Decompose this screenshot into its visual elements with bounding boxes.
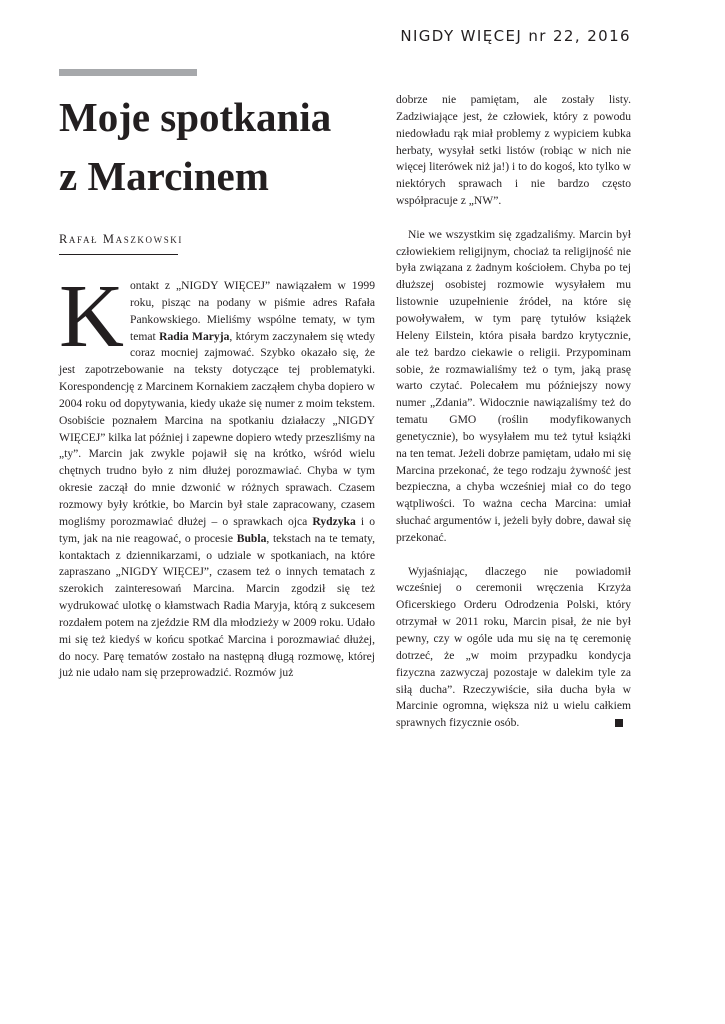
- article-title: [59, 88, 379, 206]
- left-column: [59, 267, 376, 682]
- decorative-bar: [59, 69, 197, 76]
- bold-radia-maryja: Radia Maryja: [159, 329, 230, 343]
- paragraph-1-text-e: , tekstach na te tematy, kontaktach z dziennikarzami, o udziale w spotkaniach, na które zapraszano „NIGDY WIĘCEJ”, czasem też o innych tematach z szerokich zainteresowań Marcina. Marcin zgodził się też wydrukować ulotkę o kłamstwach Radia Maryja, którą z sukcesem rozdałem potem na zjeździe RM dla młodzieży w 2009 roku. Udało mi się też kiedyś w końcu spotkać Marcina i porozmawiać dłużej, do nocy. Parę tematów zostało na następną długą rozmowę, której już nie udało nam się przeprowadzić. Rozmów już: [59, 531, 375, 680]
- end-mark-icon: [615, 719, 623, 727]
- paragraph-1-text-d: i o tym, jak na nie reagować, o procesie: [59, 514, 375, 545]
- bold-rydzyka: Rydzyka: [312, 514, 356, 528]
- paragraph-3-text: Wyjaśniając, dlaczego nie powiadomił wcześniej o ceremonii wręczenia Krzyża Oficerskiego Orderu Odrodzenia Polski, który otrzymał w 2011 roku, Marcin pisał, że nie był pewny, czy w ogóle uda mu się na tę ceremonię dotrzeć, że „w moim przypadku kondycja fizyczna zazwyczaj pozostaje w dalekim tyle za siłą ducha”. Rzeczywiście, siła ducha była w Marcinie ogromna, większa niż u wielu całkiem sprawnych fizycznie osób.: [396, 564, 631, 730]
- drop-cap: K: [59, 267, 124, 366]
- author-rule: [59, 254, 178, 255]
- paragraph-2: Nie we wszystkim się zgadzaliśmy. Marcin był człowiekiem religijnym, chociaż ta religijność nie była związana z żadnym kościołem. Chyba po tej dłuższej osobistej rozmowie wysyłałem mu listownie uzupełnienie źródeł, na które się powoływałem, w tym parę tytułów książek Heleny Eilstein, która pisała bardzo krytycznie, ale też bardzo ciekawie o religii. Przypominam sobie, że rozmawialiśmy też o tym, jaką prasę warto czytać. Polecałem mu późniejszy nowy numer „Zdania”. Widocznie nawiązaliśmy też do tematu GMO (roślin modyfikowanych genetycznie), bo wysyłałem mu też tytuł książki na ten temat. Jeżeli dobrze pamiętam, udało mi się Marcina przekonać, że tego rodzaju żywność jest bezpieczna, a chyba wcześniej miał co do tego wątpliwości. To ważna cecha Marcina: umiał słuchać argumentów i, jeżeli były dobre, dawał się przekonać.: [396, 227, 631, 544]
- paragraph-continued: dobrze nie pamiętam, ale zostały listy. Zadziwiające jest, że człowiek, który z powodu niedowładu rąk miał problemy z wypiciem kubka herbaty, wysyłał setki listów (robiąc w nich nie więcej literówek niż ja!) i to do kogoś, kto tylko w niektórych sprawach i nie bardzo często współpracuje z „NW”.: [396, 93, 631, 208]
- title-line-2: z Marcinem: [59, 153, 269, 199]
- paragraph-1-text-a: ontakt z „NIGDY WIĘCEJ” nawiązałem w 1999 roku, pisząc na podany w piśmie adres Rafała Pankowskiego. Mieliśmy wspólne tematy, w tym temat: [130, 279, 375, 343]
- paragraph-3: [396, 564, 631, 732]
- paragraph-1: [59, 267, 376, 682]
- right-column: [396, 92, 631, 732]
- paragraph-1-text-c: , którym zaczynałem się wtedy coraz mocniej zajmować. Szybko okazało się, że jest zapotrzebowanie na teksty dotyczące tej problematyki. Korespondencję z Marcinem Kornakiem zacząłem chyba dopiero w 2004 roku od dopytywania, kiedy ukaże się numer z moim tekstem. Osobiście poznałem Marcina na spotkaniu działaczy „NIGDY WIĘCEJ” kilka lat później i zapewne dopiero wtedy przeszliśmy na „ty”. Marcin jak zwykle pojawił się na krótko, wśród wielu chętnych trudno było z nim dłużej porozmawiać. Chyba w tym okresie zaczął do mnie dzwonić w różnych sprawach. Czasem rozmowy były krótkie, bo Marcin był stale zapracowany, czasem mogliśmy porozmawiać dłużej – o sprawkach ojca: [59, 329, 376, 528]
- title-line-1: Moje spotkania: [59, 94, 332, 140]
- running-header: NIGDY WIĘCEJ nr 22, 2016: [400, 27, 631, 45]
- author-name: Rafał Maszkowski: [59, 232, 184, 246]
- bold-bubla: Bubla: [236, 531, 267, 545]
